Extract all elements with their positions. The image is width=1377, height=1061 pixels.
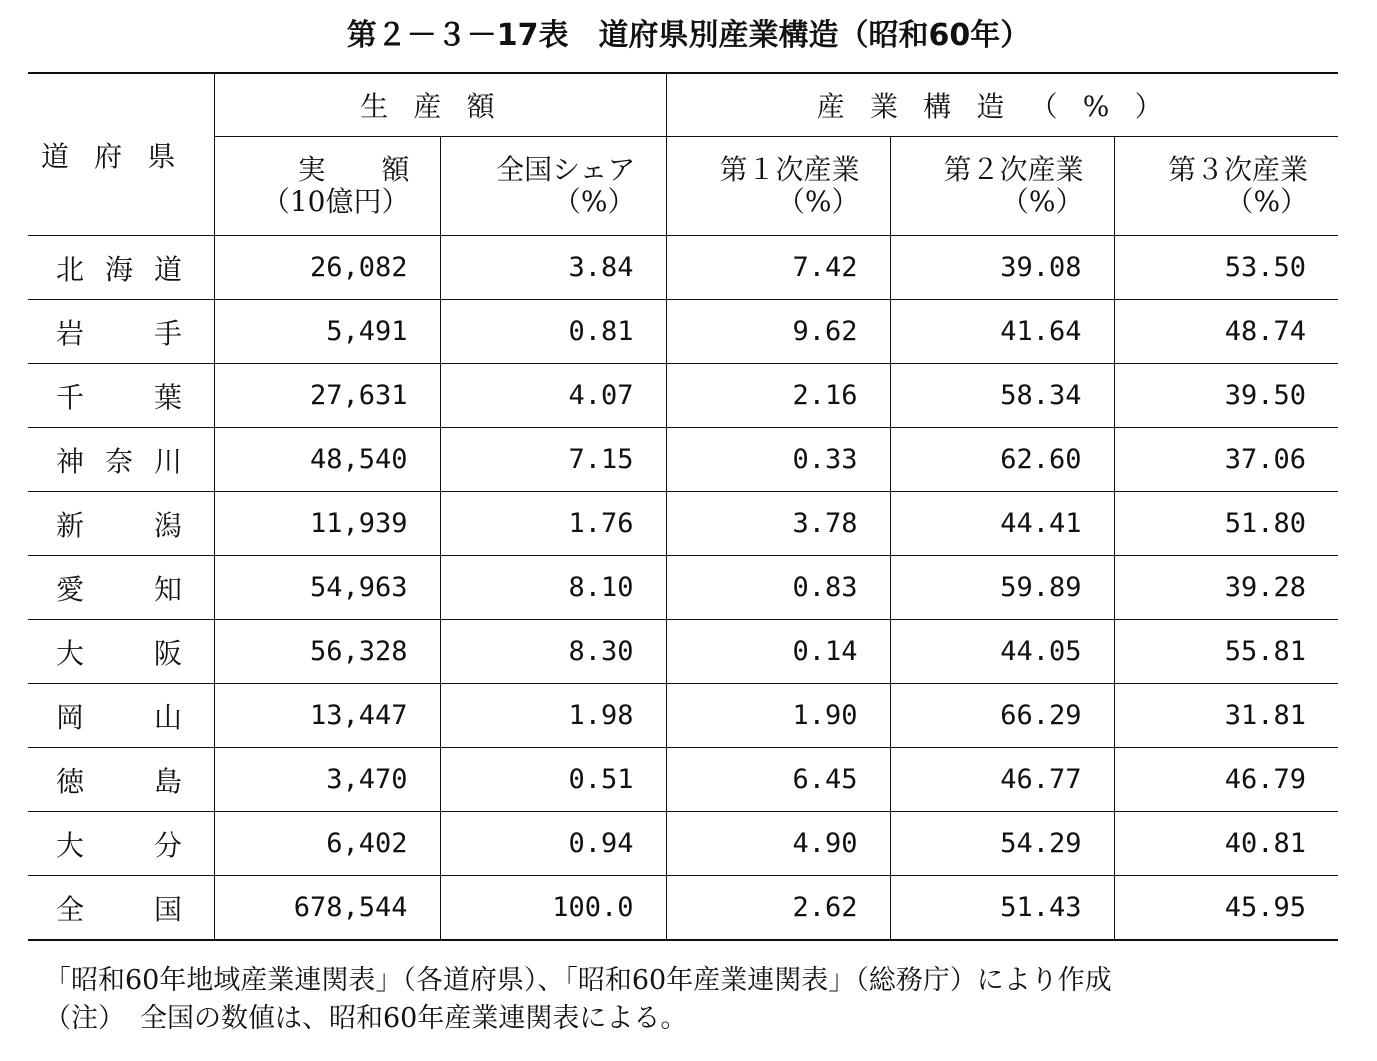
header-national-share bbox=[440, 137, 666, 236]
prefecture-cell: 新潟 bbox=[28, 492, 214, 556]
secondary-cell: 44.05 bbox=[890, 620, 1114, 684]
header-primary bbox=[666, 137, 890, 236]
table-row bbox=[28, 492, 1338, 556]
tertiary-cell: 39.28 bbox=[1114, 556, 1338, 620]
primary-cell: 0.14 bbox=[666, 620, 890, 684]
tertiary-cell: 40.81 bbox=[1114, 812, 1338, 876]
secondary-cell: 39.08 bbox=[890, 236, 1114, 300]
table-row bbox=[28, 364, 1338, 428]
secondary-cell: 44.41 bbox=[890, 492, 1114, 556]
table-number: 第２－３－17表 bbox=[346, 18, 569, 53]
tertiary-cell: 31.81 bbox=[1114, 684, 1338, 748]
header-actual-bottom: （10億円） bbox=[261, 185, 410, 218]
prefecture-cell: 北海道 bbox=[28, 236, 214, 300]
prefecture-cell: 全国 bbox=[28, 876, 214, 941]
header-tertiary bbox=[1114, 137, 1338, 236]
prefecture-cell: 愛知 bbox=[28, 556, 214, 620]
share-cell: 0.51 bbox=[440, 748, 666, 812]
header-secondary-top: 第２次産業 bbox=[943, 153, 1084, 186]
amount-cell: 13,447 bbox=[214, 684, 440, 748]
share-cell: 8.10 bbox=[440, 556, 666, 620]
header-share-top: 全国シェア bbox=[496, 153, 636, 186]
tertiary-cell: 53.50 bbox=[1114, 236, 1338, 300]
primary-cell: 7.42 bbox=[666, 236, 890, 300]
header-share-bottom: （%） bbox=[552, 185, 636, 218]
share-cell: 0.94 bbox=[440, 812, 666, 876]
header-row-group bbox=[28, 73, 1338, 137]
tertiary-cell: 55.81 bbox=[1114, 620, 1338, 684]
footnote-label: （注） bbox=[44, 1003, 125, 1034]
footnote bbox=[44, 1000, 1112, 1038]
primary-cell: 2.16 bbox=[666, 364, 890, 428]
header-row-sub bbox=[28, 137, 1338, 236]
tertiary-cell: 45.95 bbox=[1114, 876, 1338, 941]
header-secondary-bottom: （%） bbox=[1000, 185, 1084, 218]
share-cell: 1.76 bbox=[440, 492, 666, 556]
table-title bbox=[0, 10, 1377, 62]
header-tertiary-bottom: （%） bbox=[1225, 185, 1309, 218]
table-row bbox=[28, 300, 1338, 364]
primary-cell: 4.90 bbox=[666, 812, 890, 876]
prefecture-cell: 千葉 bbox=[28, 364, 214, 428]
prefecture-cell: 岩手 bbox=[28, 300, 214, 364]
table-notes bbox=[44, 962, 1112, 1038]
secondary-cell: 46.77 bbox=[890, 748, 1114, 812]
amount-cell: 54,963 bbox=[214, 556, 440, 620]
primary-cell: 3.78 bbox=[666, 492, 890, 556]
secondary-cell: 51.43 bbox=[890, 876, 1114, 941]
tertiary-cell: 51.80 bbox=[1114, 492, 1338, 556]
amount-cell: 27,631 bbox=[214, 364, 440, 428]
secondary-cell: 66.29 bbox=[890, 684, 1114, 748]
amount-cell: 56,328 bbox=[214, 620, 440, 684]
share-cell: 4.07 bbox=[440, 364, 666, 428]
header-primary-top: 第１次産業 bbox=[719, 153, 860, 186]
header-primary-bottom: （%） bbox=[776, 185, 860, 218]
share-cell: 8.30 bbox=[440, 620, 666, 684]
share-cell: 1.98 bbox=[440, 684, 666, 748]
prefecture-cell: 岡山 bbox=[28, 684, 214, 748]
table-row bbox=[28, 620, 1338, 684]
tertiary-cell: 39.50 bbox=[1114, 364, 1338, 428]
header-prefecture: 道府県 bbox=[28, 73, 214, 236]
share-cell: 7.15 bbox=[440, 428, 666, 492]
primary-cell: 2.62 bbox=[666, 876, 890, 941]
table-body bbox=[28, 236, 1338, 941]
tertiary-cell: 46.79 bbox=[1114, 748, 1338, 812]
secondary-cell: 62.60 bbox=[890, 428, 1114, 492]
table-row-total bbox=[28, 876, 1338, 941]
table-row bbox=[28, 684, 1338, 748]
primary-cell: 6.45 bbox=[666, 748, 890, 812]
header-tertiary-top: 第３次産業 bbox=[1168, 153, 1309, 186]
amount-cell: 5,491 bbox=[214, 300, 440, 364]
header-production-group: 生産額 bbox=[214, 73, 666, 137]
source-note: 「昭和60年地域産業連関表」（各道府県）、「昭和60年産業連関表」（総務庁）により作成 bbox=[44, 965, 1112, 996]
header-actual-amount bbox=[214, 137, 440, 236]
secondary-cell: 58.34 bbox=[890, 364, 1114, 428]
prefecture-cell: 大阪 bbox=[28, 620, 214, 684]
table-row bbox=[28, 812, 1338, 876]
primary-cell: 0.33 bbox=[666, 428, 890, 492]
secondary-cell: 41.64 bbox=[890, 300, 1114, 364]
amount-cell: 26,082 bbox=[214, 236, 440, 300]
table-row bbox=[28, 428, 1338, 492]
table-row bbox=[28, 236, 1338, 300]
tertiary-cell: 48.74 bbox=[1114, 300, 1338, 364]
share-cell: 100.0 bbox=[440, 876, 666, 941]
amount-cell: 6,402 bbox=[214, 812, 440, 876]
prefecture-cell: 大分 bbox=[28, 812, 214, 876]
amount-cell: 678,544 bbox=[214, 876, 440, 941]
amount-cell: 3,470 bbox=[214, 748, 440, 812]
amount-cell: 48,540 bbox=[214, 428, 440, 492]
table-row bbox=[28, 556, 1338, 620]
share-cell: 3.84 bbox=[440, 236, 666, 300]
table-row bbox=[28, 748, 1338, 812]
table-title-text: 道府県別産業構造（昭和60年） bbox=[598, 18, 1031, 53]
amount-cell: 11,939 bbox=[214, 492, 440, 556]
secondary-cell: 54.29 bbox=[890, 812, 1114, 876]
header-secondary bbox=[890, 137, 1114, 236]
primary-cell: 1.90 bbox=[666, 684, 890, 748]
share-cell: 0.81 bbox=[440, 300, 666, 364]
prefecture-cell: 神奈川 bbox=[28, 428, 214, 492]
secondary-cell: 59.89 bbox=[890, 556, 1114, 620]
header-structure-group: 産業構造（%） bbox=[666, 73, 1338, 137]
footnote-text: 全国の数値は、昭和60年産業連関表による。 bbox=[140, 1003, 688, 1034]
header-actual-top: 実 額 bbox=[297, 153, 410, 186]
primary-cell: 9.62 bbox=[666, 300, 890, 364]
prefecture-cell: 徳島 bbox=[28, 748, 214, 812]
primary-cell: 0.83 bbox=[666, 556, 890, 620]
tertiary-cell: 37.06 bbox=[1114, 428, 1338, 492]
industry-structure-table bbox=[28, 72, 1338, 941]
